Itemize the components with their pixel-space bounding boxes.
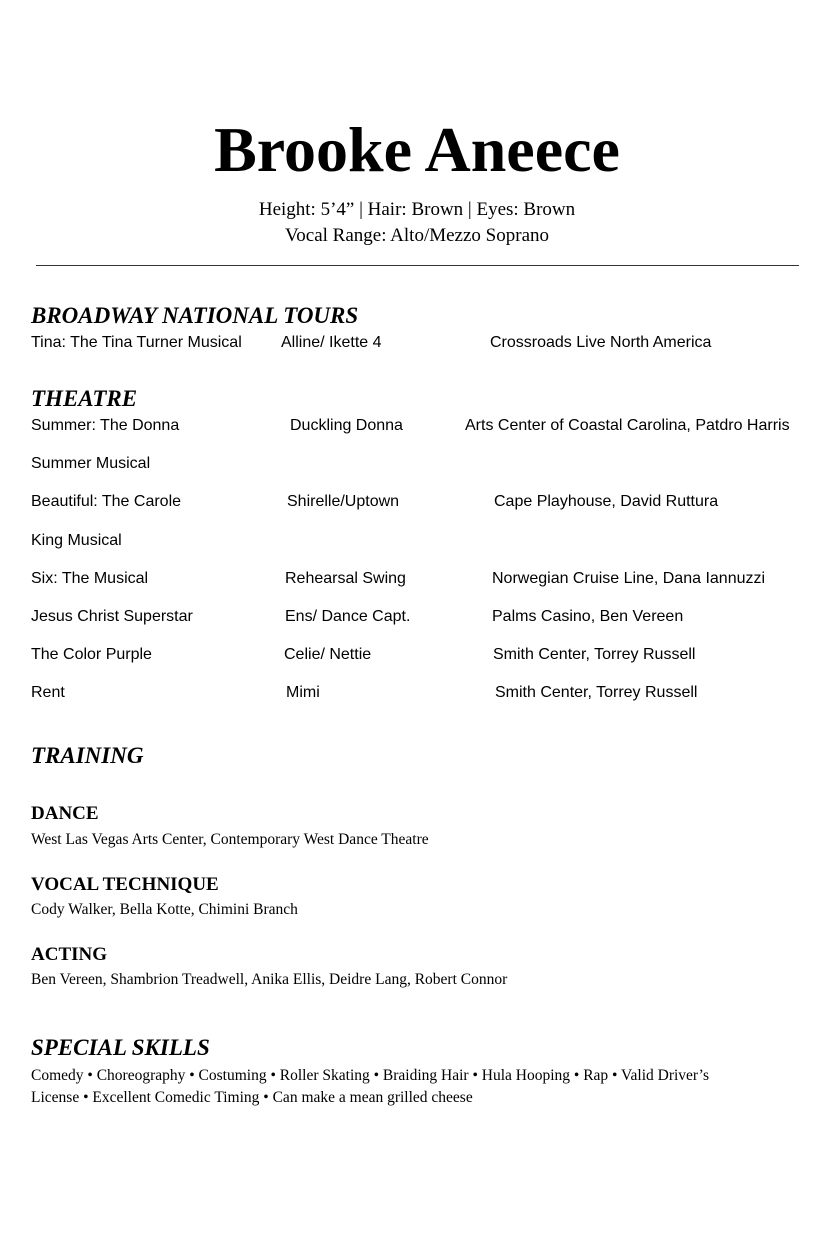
training-text-acting: Ben Vereen, Shambrion Treadwell, Anika Ellis, Deidre Lang, Robert Connor bbox=[31, 971, 508, 988]
credit-show: Jesus Christ Superstar bbox=[31, 608, 193, 625]
skills-line-1: Comedy • Choreography • Costuming • Roller Skating • Braiding Hair • Hula Hooping • Rap • Valid Driver’s bbox=[31, 1067, 710, 1084]
credit-show: Rent bbox=[31, 684, 65, 701]
credit-role: Ens/ Dance Capt. bbox=[285, 608, 411, 625]
section-title-skills: SPECIAL SKILLS bbox=[31, 1035, 210, 1060]
credit-role: Alline/ Ikette 4 bbox=[281, 334, 382, 351]
credit-role: Duckling Donna bbox=[290, 417, 403, 434]
credit-show: Tina: The Tina Turner Musical bbox=[31, 334, 242, 351]
section-title-theatre: THEATRE bbox=[31, 386, 138, 411]
credit-show: Summer Musical bbox=[31, 455, 151, 472]
credit-venue: Palms Casino, Ben Vereen bbox=[492, 608, 684, 625]
training-heading-dance: DANCE bbox=[31, 803, 99, 824]
header-divider bbox=[36, 265, 799, 266]
credit-venue: Smith Center, Torrey Russell bbox=[493, 646, 696, 663]
training-text-vocal: Cody Walker, Bella Kotte, Chimini Branch bbox=[31, 901, 298, 918]
credit-role: Mimi bbox=[286, 684, 320, 701]
credit-role: Rehearsal Swing bbox=[285, 570, 406, 587]
resume-name: Brooke Aneece bbox=[214, 114, 620, 185]
credit-venue: Crossroads Live North America bbox=[490, 334, 712, 351]
section-title-tours: BROADWAY NATIONAL TOURS bbox=[31, 303, 359, 328]
physical-stats: Height: 5’4” | Hair: Brown | Eyes: Brown bbox=[258, 199, 576, 220]
vocal-range: Vocal Range: Alto/Mezzo Soprano bbox=[284, 225, 549, 246]
skills-line-2: License • Excellent Comedic Timing • Can make a mean grilled cheese bbox=[31, 1089, 473, 1106]
credit-show: Summer: The Donna bbox=[31, 417, 180, 434]
credit-venue: Norwegian Cruise Line, Dana Iannuzzi bbox=[492, 570, 766, 587]
credit-role: Celie/ Nettie bbox=[284, 646, 372, 663]
section-title-training: TRAINING bbox=[31, 743, 144, 768]
credit-show: Beautiful: The Carole bbox=[31, 493, 182, 510]
training-heading-vocal: VOCAL TECHNIQUE bbox=[31, 874, 219, 895]
credit-venue: Cape Playhouse, David Ruttura bbox=[494, 493, 719, 510]
credit-venue: Smith Center, Torrey Russell bbox=[495, 684, 698, 701]
training-text-dance: West Las Vegas Arts Center, Contemporary West Dance Theatre bbox=[31, 831, 429, 848]
credit-show: The Color Purple bbox=[31, 646, 152, 663]
training-heading-acting: ACTING bbox=[31, 944, 108, 965]
credit-show: Six: The Musical bbox=[31, 570, 149, 587]
credit-venue: Arts Center of Coastal Carolina, Patdro Harris bbox=[465, 417, 790, 434]
credit-role: Shirelle/Uptown bbox=[287, 493, 400, 510]
credit-show: King Musical bbox=[31, 532, 122, 549]
